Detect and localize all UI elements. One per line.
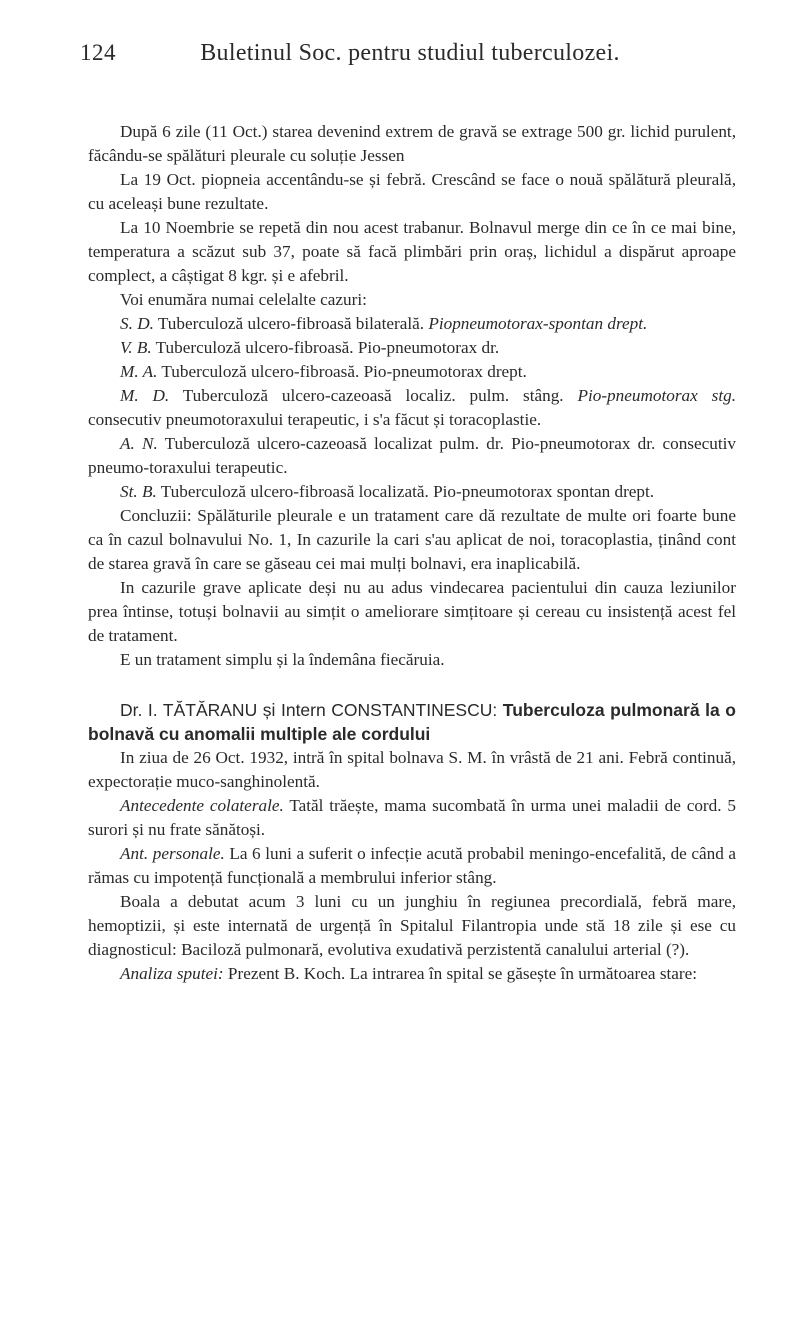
section-label: Antecedente colaterale. bbox=[120, 796, 284, 815]
body-text bbox=[88, 120, 736, 986]
article-heading bbox=[88, 698, 736, 746]
case-text: Tuberculoză ulcero-cazeoasă localizat pulm. dr. Pio-pneumotorax dr. consecutiv pneumo-toraxului terapeutic. bbox=[88, 434, 736, 477]
case-text: Tuberculoză ulcero-fibroasă. Pio-pneumotorax dr. bbox=[151, 338, 500, 357]
case-text: Tuberculoză ulcero-fibroasă localizată. Pio-pneumotorax spontan drept. bbox=[156, 482, 655, 501]
case-entry bbox=[88, 360, 736, 384]
case-text: Tuberculoză ulcero-fibroasă. Pio-pneumotorax drept. bbox=[157, 362, 527, 381]
case-diagnosis: Piopneumotorax-spontan drept. bbox=[428, 314, 648, 333]
section-label: Ant. personale. bbox=[120, 844, 225, 863]
paragraph: La 19 Oct. piopneia accentându-se și febră. Crescând se face o nouă spălătură pleurală, cu aceleași bune rezultate. bbox=[88, 170, 736, 213]
paragraph-text: La 6 luni a suferit o infecție acută probabil meningo-encefalită, de când a rămas cu impotență funcțională a membrului inferior stâng. bbox=[88, 844, 736, 887]
article-title: Tuberculoza pulmonară la o bolnavă cu anomalii multiple ale cordului bbox=[88, 700, 736, 744]
paragraph bbox=[88, 842, 736, 890]
case-entry bbox=[88, 432, 736, 480]
case-text: Tuberculoză ulcero-fibroasă bilaterală. bbox=[153, 314, 429, 333]
case-name: A. N. bbox=[120, 434, 158, 453]
paragraph-conclusions: Concluzii: Spălăturile pleurale e un tratament care dă rezultate de multe ori foarte bune ca în cazul bolnavului No. 1, In cazurile la cari s'au aplicat de noi, toracoplastia, ținând cont de starea gravă în care se găseau cei mai mulți bolnavi, era inaplicabilă. bbox=[88, 506, 736, 573]
case-text: Tuberculoză ulcero-cazeoasă localiz. pulm. stâng. bbox=[169, 386, 578, 405]
paragraph: La 10 Noembrie se repetă din nou acest trabanur. Bolnavul merge din ce în ce mai bine, temperatura a scăzut sub 37, poate să facă plimbări prin oraș, lichidul a dispărut aproape complect, a câștigat 8 kgr. și e afebril. bbox=[88, 218, 736, 285]
paragraph bbox=[88, 794, 736, 842]
paragraph-text: Prezent B. Koch. La intrarea în spital se găsește în următoarea stare: bbox=[223, 964, 698, 983]
case-name: M. D. bbox=[120, 386, 170, 405]
case-name: S. D. bbox=[120, 314, 154, 333]
paragraph: In ziua de 26 Oct. 1932, intră în spital bolnava S. M. în vrâstă de 21 ani. Febră continuă, expectorație muco-sanghinolentă. bbox=[88, 748, 736, 791]
running-head: Buletinul Soc. pentru studiul tuberculozei. bbox=[200, 40, 620, 66]
case-name: V. B. bbox=[120, 338, 152, 357]
case-name: M. A. bbox=[120, 362, 158, 381]
case-entry bbox=[88, 384, 736, 432]
page-header bbox=[80, 40, 740, 80]
section-label: Analiza sputei: bbox=[120, 964, 224, 983]
article-authors: Dr. I. TĂTĂRANU și Intern CONSTANTINESCU: bbox=[120, 700, 503, 720]
paragraph: După 6 zile (11 Oct.) starea devenind extrem de gravă se extrage 500 gr. lichid purulent, făcându-se spălături pleurale cu soluție Jessen bbox=[88, 122, 736, 165]
case-text: consecutiv pneumotoraxului terapeutic, i s'a făcut și toracoplastie. bbox=[88, 410, 542, 429]
case-entry bbox=[88, 480, 736, 504]
case-entry bbox=[88, 336, 736, 360]
paragraph: Voi enumăra numai celelalte cazuri: bbox=[120, 290, 367, 309]
case-entry bbox=[88, 312, 736, 336]
case-name: St. B. bbox=[120, 482, 157, 501]
paragraph: In cazurile grave aplicate deși nu au adus vindecarea pacientului din cauza leziunilor prea întinse, totuși bolnavii au simțit o ameliorare simțitoare și cereau cu insistență acest fel de tratament. bbox=[88, 578, 736, 645]
paragraph bbox=[88, 962, 736, 986]
paragraph-text: Tatăl trăește, mama sucombată în urma unei maladii de cord. 5 surori și nu frate sănătoși. bbox=[88, 796, 736, 839]
paragraph: Boala a debutat acum 3 luni cu un junghiu în regiunea precordială, febră mare, hemoptizii, și este internată de urgență în Spitalul Filantropia unde stă 18 zile și ese cu diagnosticul: Baciloză pulmonară, evolutiva exudativă perzistentă canalului arterial (?). bbox=[88, 892, 736, 959]
paragraph: E un tratament simplu și la îndemâna fiecăruia. bbox=[120, 650, 445, 669]
case-diagnosis: Pio-pneumotorax stg. bbox=[577, 386, 736, 405]
page-number: 124 bbox=[80, 40, 116, 65]
